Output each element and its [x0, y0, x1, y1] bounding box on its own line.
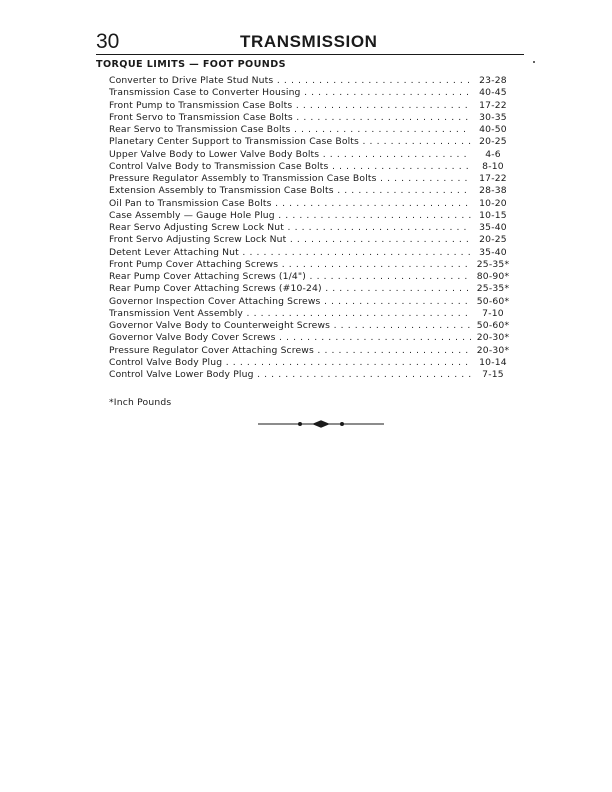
torque-value: 17-22 — [479, 99, 507, 111]
table-row — [109, 345, 516, 357]
torque-value: 25-35* — [476, 258, 510, 270]
table-row — [109, 173, 516, 185]
torque-value: 10-14 — [479, 356, 507, 368]
table-row — [109, 87, 516, 99]
table-row — [109, 308, 516, 320]
component-name: Transmission Vent Assembly . . . — [109, 308, 471, 320]
torque-value: 40-45 — [479, 87, 507, 99]
torque-value: 80-90* — [476, 271, 510, 282]
ornament-dot-left — [298, 422, 302, 426]
component-name: Control Valve Body to Transmission Case Bolts . . . — [109, 161, 471, 173]
torque-value: 40-50 — [479, 124, 507, 135]
table-row — [109, 247, 516, 259]
header-rule — [96, 54, 524, 55]
page-header — [96, 30, 524, 56]
torque-value: 35-40 — [479, 222, 507, 233]
component-name: Rear Pump Cover Attaching Screws (1/4") . . . — [109, 271, 471, 283]
torque-value: 7-15 — [482, 369, 504, 380]
table-row — [109, 271, 516, 283]
table-row — [109, 198, 516, 210]
footnote: *Inch Pounds — [109, 397, 172, 408]
table-row — [109, 210, 516, 222]
table-row — [109, 112, 516, 124]
component-name: Front Servo to Transmission Case Bolts . . . — [109, 112, 471, 124]
torque-limits-table — [109, 75, 516, 381]
page-title: TRANSMISSION — [240, 32, 378, 51]
table-row — [109, 296, 516, 308]
decorative-rule-icon — [258, 415, 384, 434]
torque-value: 4-6 — [485, 148, 501, 160]
table-row — [109, 332, 516, 344]
torque-value: 25-35* — [476, 283, 510, 295]
table-row — [109, 149, 516, 161]
torque-value: 20-25 — [479, 234, 507, 246]
torque-value: 10-15 — [479, 209, 507, 221]
torque-value: 30-35 — [479, 111, 507, 123]
torque-value: 50-60* — [476, 320, 510, 331]
torque-value: 20-30* — [476, 344, 510, 356]
component-name: Governor Valve Body to Counterweight Screws . . . — [109, 320, 471, 332]
torque-value: 35-40 — [479, 246, 507, 258]
component-name: Governor Inspection Cover Attaching Screws . . . — [109, 296, 471, 308]
table-row — [109, 369, 516, 381]
component-name: Front Pump to Transmission Case Bolts . . . — [109, 100, 471, 112]
table-row — [109, 124, 516, 136]
component-name: Governor Valve Body Cover Screws . . . — [109, 332, 471, 344]
component-name: Front Servo Adjusting Screw Lock Nut . . . — [109, 234, 471, 246]
torque-value: 20-25 — [479, 136, 507, 148]
ornament-svg — [258, 418, 384, 430]
page-speck — [533, 61, 535, 63]
component-name: Oil Pan to Transmission Case Bolts . . . — [109, 198, 471, 210]
table-row — [109, 320, 516, 332]
table-row — [109, 161, 516, 173]
torque-value: 28-38 — [479, 185, 507, 197]
component-name: Planetary Center Support to Transmission Case Bolts . . . — [109, 136, 471, 148]
table-row — [109, 357, 516, 369]
component-name: Rear Servo Adjusting Screw Lock Nut . . . — [109, 222, 471, 234]
torque-value: 7-10 — [482, 307, 504, 319]
table-row — [109, 283, 516, 295]
component-name: Upper Valve Body to Lower Valve Body Bolts . . . — [109, 149, 471, 161]
page-number: 30 — [96, 30, 120, 53]
torque-value: 8-10 — [482, 160, 504, 172]
torque-value: 17-22 — [479, 173, 507, 184]
table-row — [109, 136, 516, 148]
table-row — [109, 234, 516, 246]
table-row — [109, 222, 516, 234]
component-name: Case Assembly — Gauge Hole Plug . . . — [109, 210, 471, 222]
component-name: Rear Pump Cover Attaching Screws (#10-24) . . . — [109, 283, 471, 295]
component-name: Extension Assembly to Transmission Case Bolts . . . — [109, 185, 471, 197]
component-name: Front Pump Cover Attaching Screws . . . — [109, 259, 471, 271]
component-name: Rear Servo to Transmission Case Bolts . . . — [109, 124, 471, 136]
torque-value: 10-20 — [479, 197, 507, 209]
torque-value: 23-28 — [479, 75, 507, 86]
component-name: Converter to Drive Plate Stud Nuts . . . — [109, 75, 471, 87]
torque-value: 50-60* — [476, 295, 510, 307]
section-heading: TORQUE LIMITS — FOOT POUNDS — [96, 59, 286, 70]
component-name: Pressure Regulator Assembly to Transmission Case Bolts . . . — [109, 173, 471, 185]
component-name: Control Valve Lower Body Plug . . . — [109, 369, 471, 381]
table-row — [109, 100, 516, 112]
component-name: Pressure Regulator Cover Attaching Screws . . . — [109, 345, 471, 357]
table-row — [109, 75, 516, 87]
component-name: Detent Lever Attaching Nut . . . — [109, 247, 471, 259]
ornament-diamond — [312, 420, 330, 428]
torque-value: 20-30* — [476, 332, 510, 344]
component-name: Control Valve Body Plug . . . — [109, 357, 471, 369]
ornament-dot-right — [340, 422, 344, 426]
component-name: Transmission Case to Converter Housing . . . — [109, 87, 471, 99]
table-row — [109, 185, 516, 197]
table-row — [109, 259, 516, 271]
